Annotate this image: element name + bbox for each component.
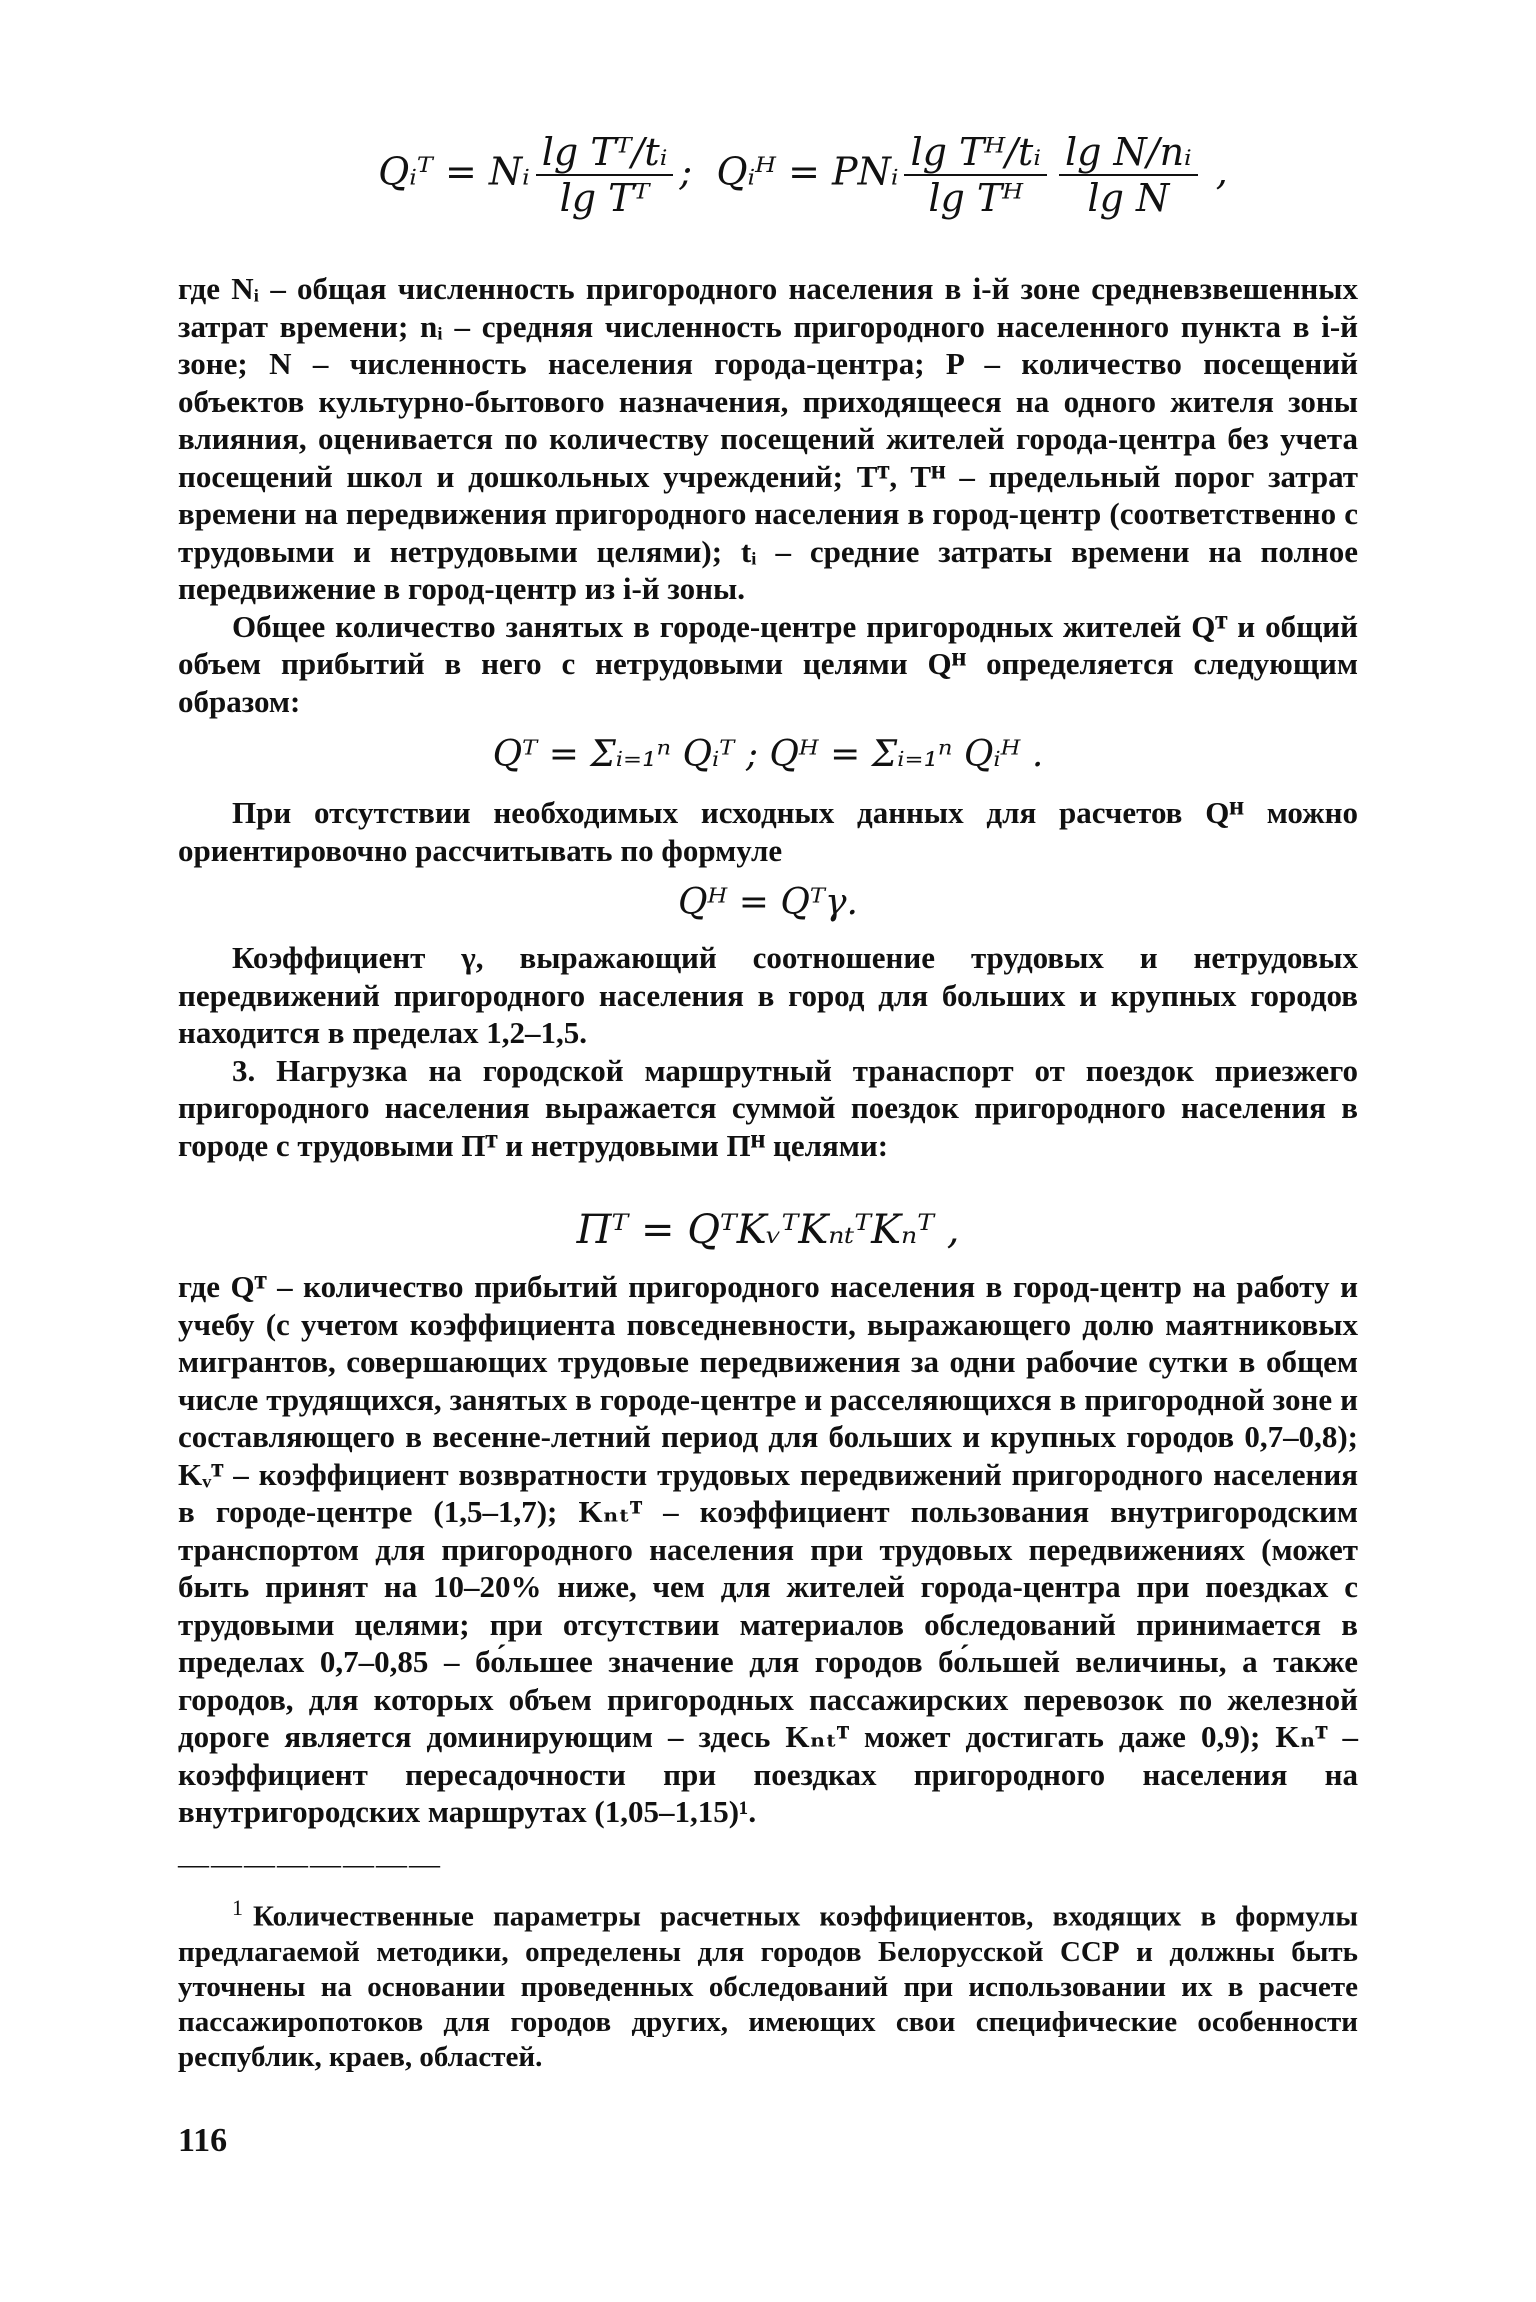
formula-qn-numerator-1: lg Tᴴ/tᵢ xyxy=(904,130,1047,176)
formula-qn-numerator-2: lg N/nᵢ xyxy=(1059,130,1198,176)
formula-qn-lhs: Qᵢᴴ = PNᵢ xyxy=(716,149,899,194)
formula-pt: Пᵀ = QᵀKᵥᵀKₙₜᵀKₙᵀ , xyxy=(576,1207,960,1253)
formula-qt-lhs: Qᵢᵀ = Nᵢ xyxy=(378,149,530,194)
footnote-text: Количественные параметры расчетных коэффициентов, входящих в формулы предлагаемой методики, определены для городов Белорусской ССР и должны быть уточнены на основании проведенных обследований при использовании их в расчете пассажиропотоков для городов других, имеющих свои специфические особенности республик, краев, областей. xyxy=(178,1900,1358,2073)
paragraph-missing-data: При отсутствии необходимых исходных данных для расчетов Qᴴ можно ориентировочно рассчитывать по формуле xyxy=(178,795,1358,868)
formula-qn-fraction-1 xyxy=(904,130,1047,220)
paragraph-definitions-1: где Nᵢ – общая численность пригородного населения в i-й зоне средневзвешенных затрат времени; nᵢ – средняя численность пригородного населенного пункта в i-й зоне; N – численность населения города-центра; P – количество посещений объектов культурно-бытового назначения, приходящееся на одного жителя зоны влияния, оценивается по количеству посещений жителей города-центра без учета посещений школ и дошкольных учреждений; Tᵀ, Tᴴ – предельный порог затрат времени на передвижения пригородного населения в город-центр (соответственно с трудовыми и нетрудовыми целями); tᵢ – средние затраты времени на полное передвижение в город-центр из i-й зоны. xyxy=(178,271,1358,606)
paragraph-definitions-2: где Qᵀ – количество прибытий пригородного населения в город-центр на работу и учебу (с учетом коэффициента повседневности, выражающего долю маятниковых мигрантов, совершающих трудовые передвижения за одни рабочие сутки в общем числе трудящихся, занятых в городе-центре и расселяющихся в пригородной зоне и составляющего в весенне-летний период для больших и крупных городов 0,7–0,8); Kᵥᵀ – коэффициент возвратности трудовых передвижений пригородного населения в городе-центре (1,5–1,7); Kₙₜᵀ – коэффициент пользования внутригородским транспортом для пригородного населения при трудовых передвижениях (может быть принят на 10–20% ниже, чем для жителей города-центра при поездках с трудовыми целями; при отсутствии материалов обследований принимается в пределах 0,7–0,85 – бо́льшее значение для городов бо́льшей величины, а также городов, для которых объем пригородных пассажирских перевозок по железной дороге является доминирующим – здесь Kₙₜᵀ может достигать даже 0,9); Kₙᵀ – коэффициент пересадочности при поездках пригородного населения на внутригородских маршрутах (1,05–1,15)¹. xyxy=(178,1269,1358,1829)
formula-qt-numerator: lg Tᵀ/tᵢ xyxy=(536,130,674,176)
formula-qt-qn xyxy=(248,130,1358,220)
formula-qn-fraction-2 xyxy=(1059,130,1198,220)
formula-qt-fraction xyxy=(536,130,674,220)
footnote-separator: ———————— xyxy=(178,1845,442,1881)
paragraph-gamma-coefficient: Коэффициент γ, выражающий соотношение трудовых и нетрудовых передвижений пригородного населения в город для больших и крупных городов находится в пределах 1,2–1,5. xyxy=(178,940,1358,1050)
page-body xyxy=(178,130,1358,2075)
paragraph-transport-load: 3. Нагрузка на городской маршрутный транаспорт от поездок приезжего пригородного населения выражается суммой поездок пригородного населения в городе с трудовыми Пᵀ и нетрудовыми Пᴴ целями: xyxy=(178,1052,1358,1163)
formula-qt-denominator: lg Tᵀ xyxy=(559,176,650,220)
footnote-mark: 1 xyxy=(232,1895,243,1920)
formula-sums: Qᵀ = Σᵢ₌₁ⁿ Qᵢᵀ ; Qᴴ = Σᵢ₌₁ⁿ Qᵢᴴ . xyxy=(492,734,1044,775)
footnote xyxy=(178,1890,1358,2075)
formula-separator: ; xyxy=(679,149,693,194)
formula-trail: , xyxy=(1215,149,1228,194)
paragraph-total-employed: Общее количество занятых в городе-центре пригородных жителей Qᵀ и общий объем прибытий в него с нетрудовыми целями Qᴴ определяется следующим образом: xyxy=(178,608,1358,719)
page-number: 116 xyxy=(178,2122,228,2159)
formula-qn-denominator-2: lg N xyxy=(1087,176,1170,220)
formula-qn-denominator-1: lg Tᴴ xyxy=(928,176,1024,220)
formula-qn-gamma: Qᴴ = Qᵀγ. xyxy=(678,882,858,923)
